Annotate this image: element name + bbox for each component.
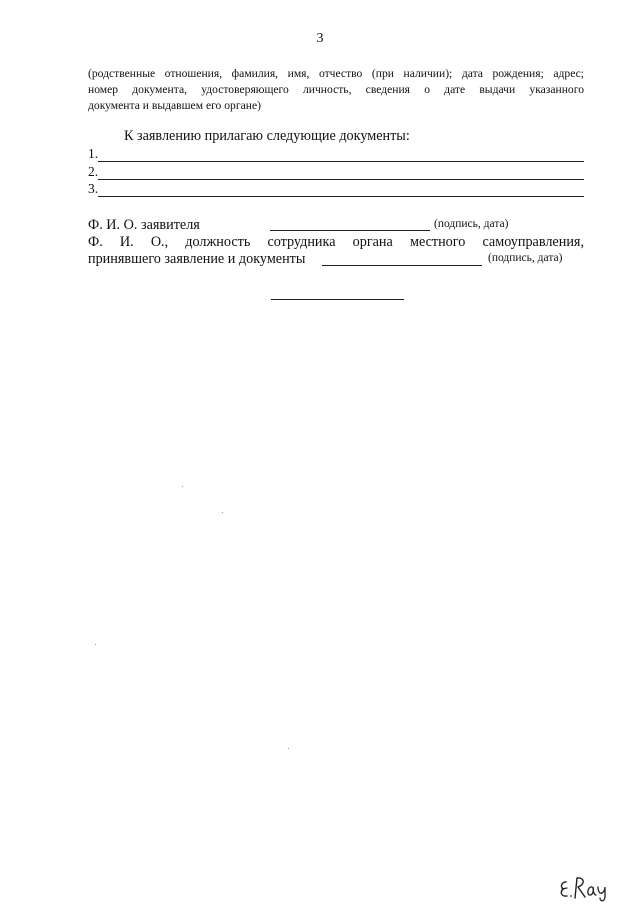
note-line: (родственные отношения, фамилия, имя, отчество (при наличии); дата рождения; адрес;	[88, 67, 584, 80]
end-of-form-rule	[271, 299, 404, 300]
handwritten-initials-mark	[558, 872, 610, 902]
official-signature-hint: (подпись, дата)	[488, 252, 563, 264]
scan-speck	[222, 512, 223, 513]
scan-speck	[288, 748, 289, 749]
attachment-number: 1.	[88, 146, 99, 161]
page-number: 3	[316, 31, 324, 46]
scan-speck	[182, 486, 183, 487]
applicant-signature-blank	[270, 230, 430, 231]
attachment-blank	[98, 196, 584, 197]
attachment-number: 2.	[88, 164, 99, 179]
attachment-line-2	[88, 164, 584, 182]
applicant-signature-hint: (подпись, дата)	[434, 218, 509, 230]
note-line: номер документа, удостоверяющего личность, сведения о дате выдачи указанного	[88, 83, 584, 96]
attachment-line-3	[88, 181, 584, 199]
attachment-number: 3.	[88, 181, 99, 196]
note-line: документа и выдавшем его органе)	[88, 99, 261, 112]
attachment-line-1	[88, 146, 584, 164]
official-label-line-1: Ф. И. О., должность сотрудника органа местного самоуправления,	[88, 234, 584, 250]
scan-speck	[95, 644, 96, 645]
guardian-info-note	[88, 66, 584, 114]
official-label-line-2: принявшего заявление и документы	[88, 251, 306, 267]
attachment-blank	[98, 179, 584, 180]
attachments-heading: К заявлению прилагаю следующие документы:	[124, 128, 410, 144]
applicant-name-label: Ф. И. О. заявителя	[88, 217, 200, 233]
official-signature-blank	[322, 265, 482, 266]
attachment-blank	[98, 161, 584, 162]
